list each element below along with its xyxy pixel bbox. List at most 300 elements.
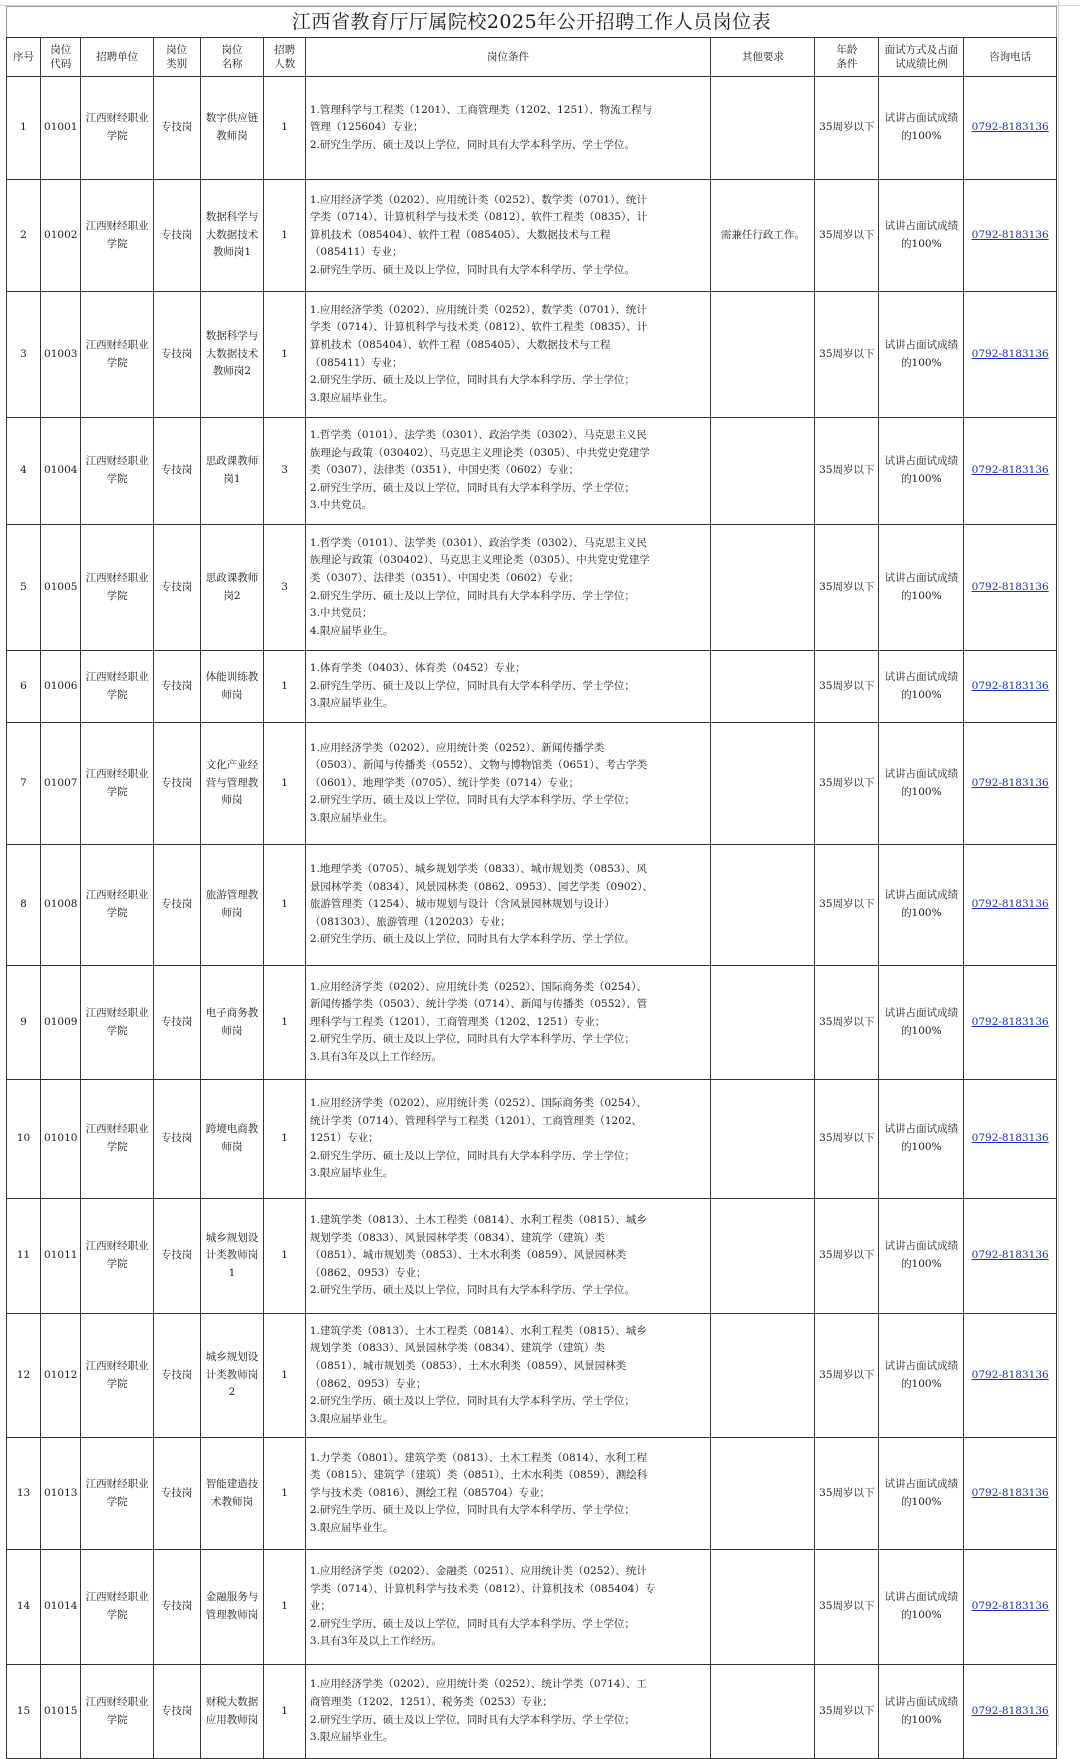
header-row [7, 38, 1057, 77]
cell-count: 1 [264, 1199, 305, 1314]
cell-unit [81, 292, 153, 418]
cell-code: 01014 [41, 1550, 81, 1665]
cell-conditions-line: 1.地理学类（0705）、城乡规划学类（0833）、城市规划类（0853）、风 [309, 863, 647, 876]
cell-age: 35周岁以下 [815, 1665, 879, 1759]
cell-conditions-line: 族理论与政策（030402）、马克思主义理论类（0305）、中共党史党建学 [309, 446, 650, 459]
table-row [7, 180, 1057, 292]
cell-phone [964, 1314, 1057, 1438]
phone-link[interactable]: 0792-8183136 [971, 1132, 1049, 1145]
cell-conditions [305, 180, 710, 292]
cell-conditions-line: 1.应用经济学类（0202）、应用统计类（0252）、新闻传播学类 [309, 741, 605, 754]
cell-conditions-line: 学与技术类（0816）、测绘工程（085704）专业； [309, 1486, 550, 1499]
cell-conditions [305, 1314, 710, 1438]
cell-age: 35周岁以下 [815, 966, 879, 1080]
table-row [7, 1550, 1057, 1665]
cell-name-line: 财税大数据 [205, 1695, 259, 1708]
cell-category: 专技岗 [153, 966, 200, 1080]
cell-interview-line: 试讲占面试成绩 [884, 1123, 959, 1136]
cell-conditions-line: （0503）、新闻与传播类（0552）、文物与博物馆类（0651）、考古学类 [309, 759, 648, 772]
phone-link[interactable]: 0792-8183136 [971, 1368, 1049, 1381]
table-row [7, 845, 1057, 966]
cell-age: 35周岁以下 [815, 418, 879, 525]
cell-interview [879, 651, 964, 723]
cell-unit [81, 1199, 153, 1314]
cell-age: 35周岁以下 [815, 180, 879, 292]
cell-name-line: 教师岗2 [212, 365, 252, 378]
recruitment-sheet [6, 6, 1057, 1759]
cell-interview-line: 试讲占面试成绩 [884, 571, 959, 584]
cell-count: 1 [264, 77, 305, 180]
cell-interview-line: 试讲占面试成绩 [884, 1359, 959, 1372]
header-interview [879, 38, 964, 77]
cell-conditions-line: 2.研究生学历、硕士及以上学位，同时具有大学本科学历、学士学位； [309, 1504, 635, 1517]
cell-conditions-line: 类（0815）、建筑学（建筑）类（0851）、土木水利类（0859）、测绘科 [309, 1469, 648, 1482]
cell-code: 01015 [41, 1665, 81, 1759]
cell-name-line: 城乡规划设 [205, 1231, 259, 1244]
sheet-right-gridline [1058, 0, 1080, 1746]
cell-conditions-line: 类（0307）、法律类（0351）、中国史类（0602）专业； [309, 464, 580, 477]
header-interview-line: 试成绩比例 [895, 58, 948, 70]
cell-unit-line: 学院 [106, 785, 128, 798]
cell-conditions [305, 1438, 710, 1550]
cell-count: 1 [264, 651, 305, 723]
cell-interview-line: 的100% [901, 1024, 942, 1037]
cell-name-line: 师岗 [221, 907, 243, 919]
cell-interview-line: 试讲占面试成绩 [884, 1006, 959, 1019]
cell-interview-line: 试讲占面试成绩 [884, 1695, 959, 1708]
cell-seq: 12 [7, 1314, 41, 1438]
cell-category: 专技岗 [153, 651, 200, 723]
cell-count: 1 [264, 966, 305, 1080]
cell-category: 专技岗 [153, 180, 200, 292]
cell-conditions-line: 2.研究生学历、硕士及以上学位，同时具有大学本科学历、学士学位； [309, 1395, 635, 1408]
cell-category: 专技岗 [153, 1550, 200, 1665]
cell-count: 1 [264, 1080, 305, 1199]
cell-interview-line: 的100% [901, 1377, 942, 1390]
table-row [7, 77, 1057, 180]
header-name [200, 38, 264, 77]
cell-interview [879, 180, 964, 292]
cell-name [200, 292, 264, 418]
cell-count: 1 [264, 845, 305, 966]
cell-conditions-line: 规划学类（0833）、风景园林学类（0834）、建筑学（建筑）类 [309, 1231, 605, 1244]
header-category-line: 类别 [166, 58, 188, 70]
cell-conditions-line: 2.研究生学历、硕士及以上学位，同时具有大学本科学历、学士学位。 [309, 933, 635, 946]
cell-conditions-line: 类（0307）、法律类（0351）、中国史类（0602）专业； [309, 571, 580, 584]
cell-age: 35周岁以下 [815, 1080, 879, 1199]
cell-conditions-line: 3.限应届毕业生。 [309, 1731, 394, 1744]
cell-unit [81, 525, 153, 651]
cell-conditions-line: 1.应用经济学类（0202）、应用统计类（0252）、统计学类（0714）、工 [309, 1678, 647, 1691]
cell-name-line: 岗1 [223, 473, 241, 485]
cell-conditions-line: 2.研究生学历、硕士及以上学位，同时具有大学本科学历、学士学位。 [309, 138, 635, 151]
phone-link[interactable]: 0792-8183136 [971, 347, 1049, 360]
cell-count: 1 [264, 723, 305, 845]
header-code [41, 38, 81, 77]
cell-category: 专技岗 [153, 418, 200, 525]
cell-count: 3 [264, 525, 305, 651]
phone-link[interactable]: 0792-8183136 [971, 898, 1049, 911]
cell-conditions-line: 1.哲学类（0101）、法学类（0301）、政治学类（0302）、马克思主义民 [309, 536, 647, 549]
cell-code: 01001 [41, 77, 81, 180]
cell-conditions-line: （0851）、城市规划类（0853）、土木水利类（0859）、风景园林类 [309, 1359, 627, 1372]
cell-name [200, 1550, 264, 1665]
cell-code: 01008 [41, 845, 81, 966]
table-row [7, 1665, 1057, 1759]
cell-interview-line: 的100% [901, 1609, 942, 1621]
cell-interview-line: 的100% [901, 237, 942, 250]
cell-phone [964, 1550, 1057, 1665]
header-category-line: 岗位 [166, 44, 188, 56]
cell-name-line: 旅游管理教 [205, 889, 259, 902]
cell-conditions [305, 1080, 710, 1199]
cell-code: 01011 [41, 1199, 81, 1314]
phone-link[interactable]: 0792-8183136 [971, 121, 1049, 134]
cell-category: 专技岗 [153, 1438, 200, 1550]
cell-phone [964, 1199, 1057, 1314]
cell-code: 01005 [41, 525, 81, 651]
cell-name [200, 1438, 264, 1550]
phone-link[interactable]: 0792-8183136 [971, 1704, 1049, 1717]
cell-name-line: 跨境电商教 [205, 1123, 259, 1136]
cell-conditions-line: 景园林学类（0834）、风景园林类（0862、0953）、园艺学类（0902）、 [309, 880, 654, 893]
cell-conditions-line: 3.具有3年及以上工作经历。 [309, 1635, 443, 1648]
table-row [7, 1080, 1057, 1199]
cell-conditions-line: 2.研究生学历、硕士及以上学位，同时具有大学本科学历、学士学位； [309, 794, 635, 807]
cell-interview [879, 418, 964, 525]
cell-other [711, 1438, 815, 1550]
cell-conditions-line: （0851）、城市规划类（0853）、土木水利类（0859）、风景园林类 [309, 1249, 627, 1262]
cell-conditions [305, 723, 710, 845]
cell-conditions-line: 统计学类（0714）、管理科学与工程类（1201）、工商管理类（1202、 [309, 1114, 643, 1127]
header-count [264, 38, 305, 77]
cell-name-line: 数字供应链 [205, 112, 259, 125]
cell-unit [81, 77, 153, 180]
cell-name [200, 77, 264, 180]
cell-conditions-line: 业； [309, 1600, 331, 1613]
header-interview-line: 面试方式及占面 [884, 44, 959, 56]
cell-seq: 15 [7, 1665, 41, 1759]
cell-interview-line: 试讲占面试成绩 [884, 670, 959, 683]
cell-name-line: 思政课教师 [205, 455, 259, 468]
cell-unit-line: 江西财经职业 [85, 1477, 149, 1490]
header-unit-line: 招聘单位 [96, 51, 139, 63]
cell-seq: 5 [7, 525, 41, 651]
header-seq-line: 序号 [13, 51, 35, 63]
table-body [7, 77, 1057, 1759]
cell-conditions [305, 418, 710, 525]
header-category [153, 38, 200, 77]
cell-unit-line: 学院 [106, 589, 128, 602]
cell-phone [964, 77, 1057, 180]
cell-conditions [305, 77, 710, 180]
cell-name [200, 845, 264, 966]
cell-phone [964, 845, 1057, 966]
cell-conditions-line: （0601）、地理学类（0705）、统计学类（0714）专业； [309, 776, 580, 789]
cell-category: 专技岗 [153, 845, 200, 966]
cell-conditions-line: （0862、0953）专业； [309, 1266, 427, 1279]
cell-conditions-line: 1.建筑学类（0813）、土木工程类（0814）、水利工程类（0815）、城乡 [309, 1324, 647, 1337]
cell-code: 01013 [41, 1438, 81, 1550]
header-count-line: 招聘 [274, 44, 296, 56]
cell-age: 35周岁以下 [815, 1550, 879, 1665]
cell-conditions-line: 2.研究生学历、硕士及以上学位，同时具有大学本科学历、学士学位。 [309, 1284, 635, 1297]
cell-interview [879, 1550, 964, 1665]
cell-unit-line: 学院 [106, 237, 128, 250]
cell-category: 专技岗 [153, 723, 200, 845]
phone-link[interactable]: 0792-8183136 [971, 679, 1049, 692]
page-title: 江西省教育厅厅属院校2025年公开招聘工作人员岗位表 [6, 6, 1057, 37]
cell-unit-line: 江西财经职业 [85, 1359, 149, 1372]
phone-link[interactable]: 0792-8183136 [971, 228, 1049, 241]
cell-interview-line: 的100% [901, 907, 942, 919]
cell-conditions-line: 1.应用经济学类（0202）、金融类（0251）、应用统计类（0252）、统计 [309, 1565, 647, 1578]
phone-link[interactable]: 0792-8183136 [971, 776, 1049, 789]
cell-interview-line: 的100% [901, 1495, 942, 1508]
cell-other [711, 966, 815, 1080]
cell-age: 35周岁以下 [815, 845, 879, 966]
cell-code: 01003 [41, 292, 81, 418]
table-row [7, 966, 1057, 1080]
cell-conditions-line: 旅游管理类（1254）、城市规划与设计（含风景园林规划与设计） [309, 898, 615, 911]
cell-code: 01006 [41, 651, 81, 723]
header-name-line: 名称 [221, 58, 243, 70]
cell-conditions-line: 3.限应届毕业生。 [309, 811, 394, 824]
cell-name [200, 723, 264, 845]
cell-phone [964, 292, 1057, 418]
cell-name-line: 智能建造技 [205, 1477, 259, 1490]
cell-other [711, 292, 815, 418]
header-conditions-line: 岗位条件 [487, 51, 530, 63]
cell-other [711, 418, 815, 525]
table-row [7, 651, 1057, 723]
cell-other [711, 1665, 815, 1759]
cell-name-line: 大数据技术 [205, 228, 259, 241]
cell-count: 3 [264, 418, 305, 525]
cell-phone [964, 966, 1057, 1080]
cell-code: 01010 [41, 1080, 81, 1199]
cell-conditions-line: 1.应用经济学类（0202）、应用统计类（0252）、数学类（0701）、统计 [309, 193, 647, 206]
cell-code: 01002 [41, 180, 81, 292]
cell-conditions-line: 3.限应届毕业生。 [309, 391, 394, 404]
cell-interview-line: 的100% [901, 473, 942, 485]
cell-conditions-line: 3.具有3年及以上工作经历。 [309, 1050, 443, 1063]
cell-age: 35周岁以下 [815, 651, 879, 723]
cell-unit-line: 江西财经职业 [85, 1591, 149, 1604]
cell-phone [964, 1080, 1057, 1199]
cell-name-line: 文化产业经 [205, 759, 259, 772]
cell-interview [879, 525, 964, 651]
cell-other [711, 1314, 815, 1438]
header-phone-line: 咨询电话 [989, 51, 1032, 63]
cell-conditions-line: 3.中共党员。 [309, 499, 373, 512]
cell-unit-line: 江西财经职业 [85, 455, 149, 468]
cell-age: 35周岁以下 [815, 723, 879, 845]
table-row [7, 418, 1057, 525]
cell-name [200, 966, 264, 1080]
cell-unit [81, 723, 153, 845]
cell-count: 1 [264, 1314, 305, 1438]
cell-unit-line: 学院 [106, 688, 128, 701]
cell-unit-line: 江西财经职业 [85, 889, 149, 902]
cell-code: 01004 [41, 418, 81, 525]
cell-seq: 10 [7, 1080, 41, 1199]
cell-seq: 2 [7, 180, 41, 292]
header-code-line: 岗位 [50, 44, 72, 56]
cell-other [711, 845, 815, 966]
phone-link[interactable]: 0792-8183136 [971, 1249, 1049, 1262]
cell-category: 专技岗 [153, 1665, 200, 1759]
cell-interview-line: 试讲占面试成绩 [884, 1477, 959, 1490]
cell-name-line: 岗2 [223, 589, 241, 602]
cell-name-line: 大数据技术 [205, 347, 259, 360]
cell-name-line: 数据科学与 [205, 211, 259, 224]
cell-conditions-line: 1.应用经济学类（0202）、应用统计类（0252）、数学类（0701）、统计 [309, 303, 647, 316]
cell-seq: 3 [7, 292, 41, 418]
cell-interview [879, 1665, 964, 1759]
cell-conditions [305, 966, 710, 1080]
cell-interview-line: 的100% [901, 130, 942, 142]
cell-interview-line: 试讲占面试成绩 [884, 112, 959, 125]
cell-phone [964, 418, 1057, 525]
cell-age: 35周岁以下 [815, 525, 879, 651]
cell-name [200, 1199, 264, 1314]
cell-interview-line: 的100% [901, 688, 942, 701]
positions-table [6, 37, 1057, 1759]
cell-conditions [305, 1550, 710, 1665]
cell-seq: 11 [7, 1199, 41, 1314]
cell-unit-line: 学院 [106, 1495, 128, 1508]
cell-unit-line: 江西财经职业 [85, 571, 149, 584]
cell-count: 1 [264, 292, 305, 418]
cell-age: 35周岁以下 [815, 77, 879, 180]
cell-seq: 8 [7, 845, 41, 966]
cell-name-line: 计类教师岗 [205, 1249, 259, 1262]
cell-unit [81, 845, 153, 966]
cell-unit-line: 江西财经职业 [85, 219, 149, 232]
header-other [711, 38, 815, 77]
cell-conditions [305, 525, 710, 651]
cell-phone [964, 525, 1057, 651]
cell-name-line: 电子商务教 [205, 1006, 259, 1019]
cell-conditions-line: （0862、0953）专业； [309, 1377, 427, 1390]
cell-code: 01007 [41, 723, 81, 845]
cell-name [200, 418, 264, 525]
cell-age: 35周岁以下 [815, 1438, 879, 1550]
cell-conditions-line: 学类（0714）、计算机科学与技术类（0812）、软件工程类（0835）、计 [309, 321, 648, 334]
header-age [815, 38, 879, 77]
cell-conditions-line: 3.中共党员； [309, 607, 373, 620]
cell-name [200, 1080, 264, 1199]
cell-unit-line: 学院 [106, 1024, 128, 1037]
cell-other [711, 77, 815, 180]
cell-name-line: 营与管理教 [205, 776, 259, 789]
cell-name-line: 金融服务与 [205, 1591, 259, 1604]
phone-link[interactable]: 0792-8183136 [971, 1486, 1049, 1499]
phone-link[interactable]: 0792-8183136 [971, 1600, 1049, 1613]
cell-unit [81, 1665, 153, 1759]
cell-category: 专技岗 [153, 1199, 200, 1314]
cell-other: 需兼任行政工作。 [711, 180, 815, 292]
cell-conditions [305, 651, 710, 723]
cell-interview-line: 试讲占面试成绩 [884, 1240, 959, 1253]
cell-interview-line: 试讲占面试成绩 [884, 767, 959, 780]
cell-category: 专技岗 [153, 525, 200, 651]
cell-name-line: 体能训练教 [205, 670, 259, 683]
table-row [7, 1199, 1057, 1314]
cell-unit-line: 江西财经职业 [85, 338, 149, 351]
cell-name-line: 数据科学与 [205, 330, 259, 343]
table-row [7, 723, 1057, 845]
cell-count: 1 [264, 1550, 305, 1665]
cell-seq: 1 [7, 77, 41, 180]
cell-conditions-line: 1.管理科学与工程类（1201）、工商管理类（1202、1251）、物流工程与 [309, 103, 653, 116]
table-row [7, 292, 1057, 418]
cell-unit-line: 学院 [106, 130, 128, 142]
cell-seq: 9 [7, 966, 41, 1080]
cell-seq: 4 [7, 418, 41, 525]
cell-conditions-line: 3.限应届毕业生。 [309, 1167, 394, 1180]
cell-unit [81, 1550, 153, 1665]
cell-conditions-line: 算机技术（085404）、软件工程（085405）、大数据技术与工程 [309, 228, 611, 241]
cell-interview-line: 试讲占面试成绩 [884, 1591, 959, 1604]
cell-phone [964, 651, 1057, 723]
cell-name-line: 教师岗1 [212, 246, 252, 259]
cell-other [711, 723, 815, 845]
cell-name-line: 术教师岗 [210, 1495, 253, 1508]
header-seq [7, 38, 41, 77]
cell-name-line: 计类教师岗2 [205, 1368, 259, 1399]
cell-interview [879, 1080, 964, 1199]
phone-link[interactable]: 0792-8183136 [971, 464, 1049, 477]
cell-unit-line: 江西财经职业 [85, 1240, 149, 1253]
phone-link[interactable]: 0792-8183136 [971, 580, 1049, 593]
cell-name-line: 教师岗 [216, 130, 248, 142]
cell-unit [81, 180, 153, 292]
cell-interview [879, 292, 964, 418]
cell-conditions [305, 292, 710, 418]
cell-unit-line: 江西财经职业 [85, 1123, 149, 1136]
cell-name [200, 651, 264, 723]
cell-conditions-line: 2.研究生学历、硕士及以上学位，同时具有大学本科学历、学士学位； [309, 589, 635, 602]
cell-conditions-line: 2.研究生学历、硕士及以上学位，同时具有大学本科学历、学士学位； [309, 374, 635, 387]
cell-conditions-line: （085411）专业； [309, 246, 403, 259]
cell-phone [964, 1438, 1057, 1550]
cell-seq: 7 [7, 723, 41, 845]
cell-name-line: 应用教师岗 [205, 1713, 259, 1726]
cell-phone [964, 180, 1057, 292]
cell-conditions-line: 4.限应届毕业生。 [309, 624, 394, 637]
cell-interview [879, 77, 964, 180]
cell-unit-line: 江西财经职业 [85, 670, 149, 683]
phone-link[interactable]: 0792-8183136 [971, 1015, 1049, 1028]
cell-name-line: 师岗 [221, 1024, 243, 1037]
cell-conditions-line: 规划学类（0833）、风景园林学类（0834）、建筑学（建筑）类 [309, 1342, 605, 1355]
cell-conditions-line: 3.限应届毕业生。 [309, 1521, 394, 1534]
cell-conditions-line: 2.研究生学历、硕士及以上学位，同时具有大学本科学历、学士学位； [309, 1617, 635, 1630]
cell-interview [879, 1314, 964, 1438]
cell-conditions-line: 理科学与工程类（1201）、工商管理类（1202、1251）专业； [309, 1015, 606, 1028]
cell-age: 35周岁以下 [815, 1314, 879, 1438]
cell-unit-line: 学院 [106, 907, 128, 919]
cell-conditions-line: 1.应用经济学类（0202）、应用统计类（0252）、国际商务类（0254）、 [309, 1097, 647, 1110]
cell-age: 35周岁以下 [815, 1199, 879, 1314]
cell-unit-line: 学院 [106, 356, 128, 369]
cell-phone [964, 1665, 1057, 1759]
header-age-line: 条件 [836, 58, 858, 70]
cell-conditions-line: 2.研究生学历、硕士及以上学位，同时具有大学本科学历、学士学位； [309, 1033, 635, 1046]
cell-interview-line: 的100% [901, 1713, 942, 1726]
